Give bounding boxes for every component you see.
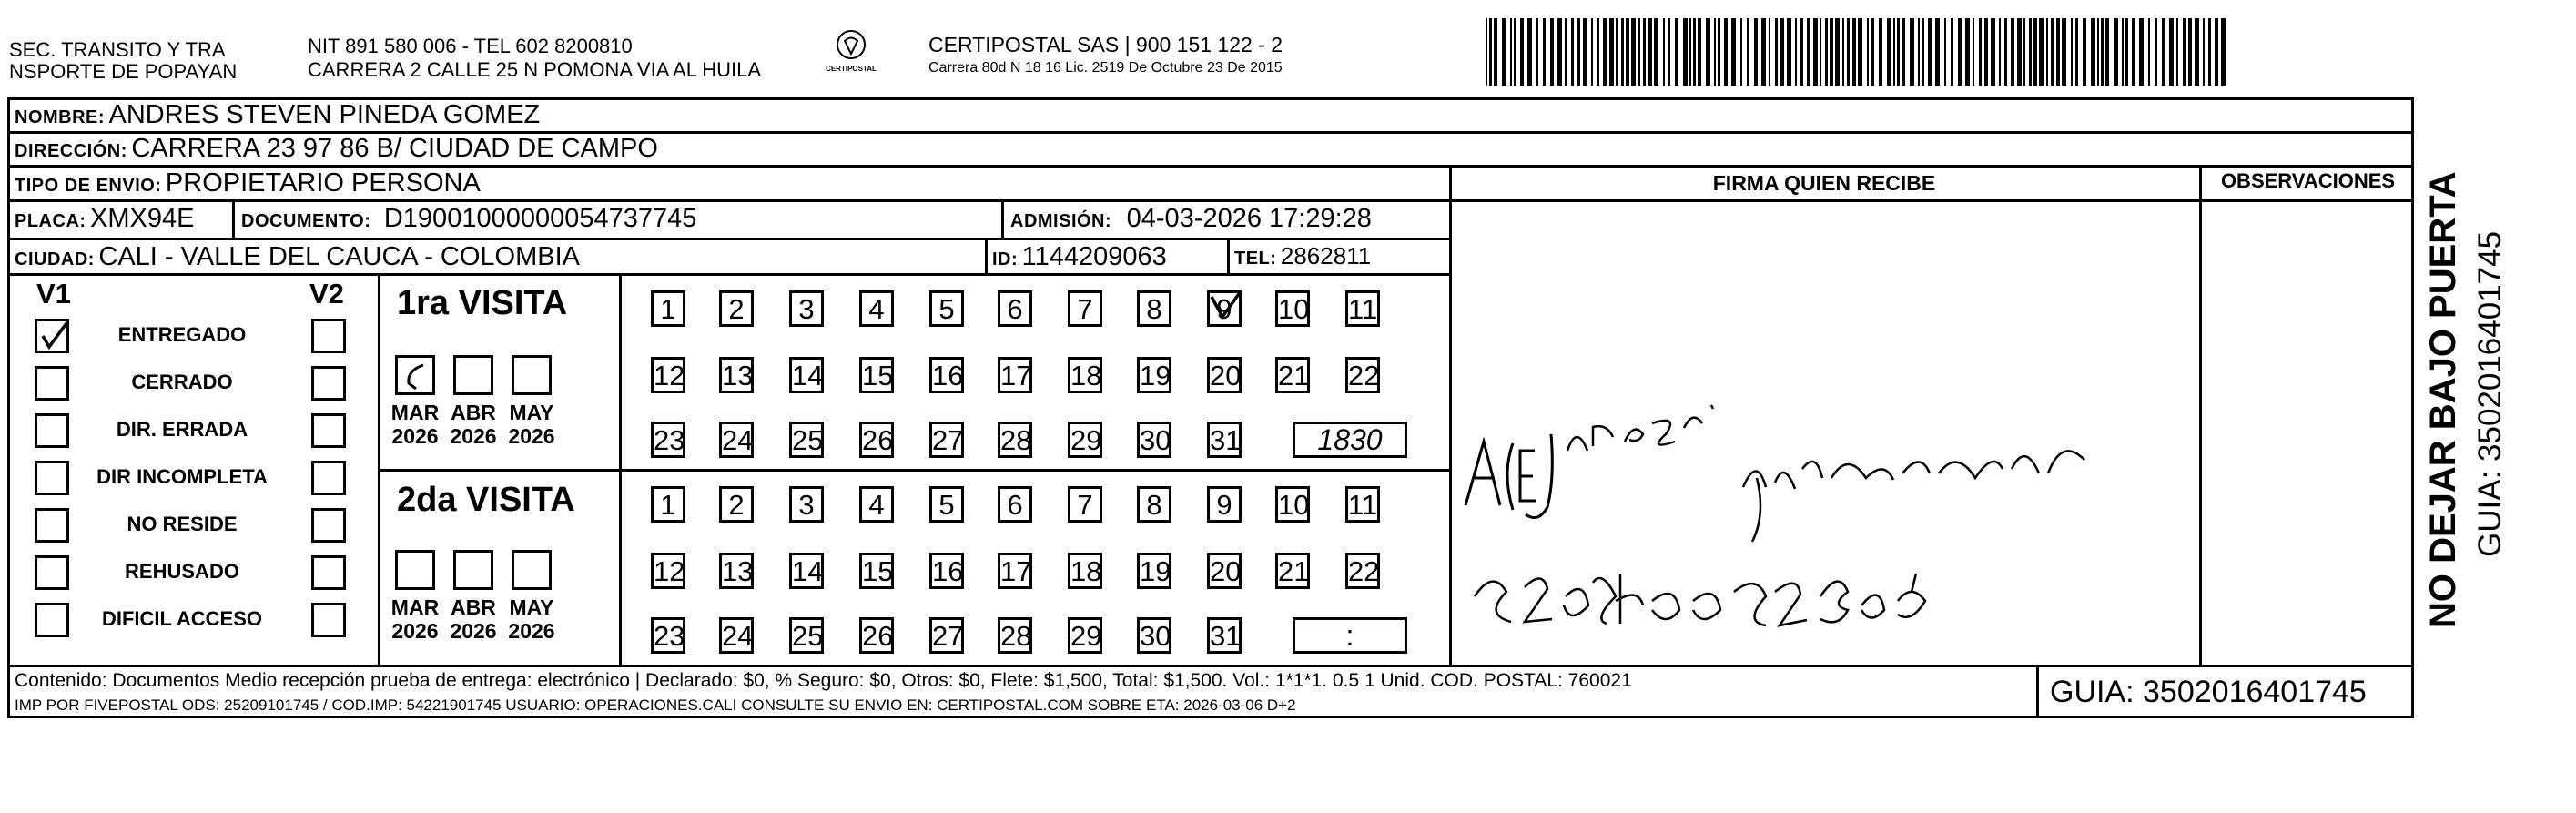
handwritten-signature	[1456, 387, 2203, 651]
barcode-bar	[1565, 18, 1567, 86]
barcode-bar	[1550, 18, 1554, 86]
name-row	[15, 100, 540, 130]
side-warning: NO DEJAR BAJO PUERTA	[2423, 171, 2463, 628]
day-box[interactable]: 29	[1068, 617, 1102, 654]
barcode-bar	[1510, 18, 1512, 86]
barcode-bar	[2122, 18, 2124, 86]
barcode-bar	[1787, 18, 1791, 86]
year-label: 2026	[391, 619, 439, 643]
barcode-bar	[1731, 18, 1736, 86]
barcode-bar	[1999, 18, 2001, 86]
status-v2-checkbox[interactable]	[311, 413, 346, 448]
month-label: MAR	[390, 401, 440, 424]
barcode-bar	[1698, 18, 1701, 86]
barcode-bar	[2203, 18, 2205, 86]
status-label: CERRADO	[131, 371, 233, 393]
barcode	[1486, 18, 2230, 86]
day-box[interactable]: 22	[1345, 553, 1380, 589]
barcode-bar	[1571, 18, 1574, 86]
barcode-bar	[2075, 18, 2078, 86]
barcode-bar	[1638, 18, 1640, 86]
status-v2-checkbox[interactable]	[311, 603, 346, 637]
barcode-bar	[2162, 18, 2165, 86]
document-value: D19001000000054737745	[383, 204, 697, 233]
barcode-bar	[1835, 18, 1840, 86]
logo-text: CERTIPOSTAL	[826, 65, 877, 73]
certipostal-logo	[815, 29, 887, 80]
status-label: REHUSADO	[125, 560, 239, 583]
day-box[interactable]: 1	[651, 290, 685, 327]
side-guide: GUIA: 3502016401745	[2472, 230, 2508, 557]
plate-value: XMX94E	[90, 204, 195, 233]
barcode-bar	[2029, 18, 2032, 86]
day-box[interactable]: 28	[998, 422, 1032, 458]
barcode-bar	[2033, 18, 2037, 86]
barcode-bar	[1689, 18, 1691, 86]
barcode-bar	[2155, 18, 2157, 86]
day-box[interactable]: 20	[1207, 357, 1242, 393]
barcode-bar	[2125, 18, 2128, 86]
day-box[interactable]: 9	[1207, 486, 1242, 523]
company-sub: Carrera 80d N 18 16 Lic. 2519 De Octubre 23 De 2015	[928, 60, 1283, 76]
barcode-bar	[1597, 18, 1599, 86]
day-box[interactable]: 13	[719, 357, 754, 393]
barcode-bar	[1643, 18, 1646, 86]
day-box[interactable]: 3	[789, 290, 824, 327]
month-checkbox[interactable]	[512, 550, 552, 590]
barcode-bar	[2046, 18, 2048, 86]
barcode-bar	[1775, 18, 1778, 86]
barcode-bar	[1631, 18, 1636, 86]
footer-guide: GUIA: 3502016401745	[2050, 675, 2367, 709]
status-label: NO RESIDE	[127, 513, 238, 535]
barcode-bar	[2004, 18, 2007, 86]
admission-value: 04-03-2026 17:29:28	[1126, 204, 1372, 233]
barcode-bar	[1648, 18, 1652, 86]
barcode-bar	[2091, 18, 2095, 86]
barcode-bar	[1718, 18, 1720, 86]
day-box[interactable]: 23	[651, 422, 685, 458]
nit-line: NIT 891 580 006 - TEL 602 8200810	[308, 35, 633, 57]
day-box[interactable]: 28	[998, 617, 1032, 654]
barcode-bar	[2148, 18, 2150, 86]
tel-cell	[1234, 242, 1371, 270]
barcode-bar	[1910, 18, 1914, 86]
id-value: 1144209063	[1021, 242, 1167, 271]
barcode-bar	[1520, 18, 1524, 86]
barcode-bar	[1928, 18, 1932, 86]
month-checkbox[interactable]	[395, 355, 435, 395]
second-visit-title: 2da VISITA	[397, 481, 575, 519]
barcode-bar	[2023, 18, 2025, 86]
barcode-bar	[1747, 18, 1749, 86]
day-box[interactable]: 6	[998, 486, 1032, 523]
day-box[interactable]: 8	[1137, 290, 1171, 327]
day-box[interactable]: 6	[998, 290, 1032, 327]
barcode-bar	[1663, 18, 1665, 86]
year-label: 2026	[391, 424, 439, 448]
plate-label: PLACA:	[15, 211, 86, 231]
barcode-bar	[2071, 18, 2073, 86]
barcode-bar	[1795, 18, 1797, 86]
month-checkbox[interactable]	[453, 355, 493, 395]
status-v2-checkbox[interactable]	[311, 461, 346, 495]
barcode-bar	[2176, 18, 2178, 86]
barcode-bar	[1867, 18, 1869, 86]
day-box[interactable]: 19	[1137, 357, 1171, 393]
city-label: CIUDAD:	[15, 249, 95, 269]
check-icon	[1208, 290, 1244, 326]
barcode-bar	[1557, 18, 1562, 86]
year-label: 2026	[450, 424, 497, 448]
barcode-bar	[2011, 18, 2014, 86]
barcode-bar	[1769, 18, 1770, 86]
admission-label: ADMISIÓN:	[1010, 211, 1112, 231]
barcode-bar	[2221, 18, 2226, 86]
day-box[interactable]: 25	[789, 617, 824, 654]
day-box[interactable]: 14	[789, 357, 824, 393]
month-label: MAR	[390, 595, 440, 619]
day-box[interactable]: 19	[1137, 553, 1171, 589]
day-box[interactable]: 4	[859, 290, 894, 327]
day-box[interactable]: 5	[929, 290, 964, 327]
barcode-bar	[1536, 18, 1538, 86]
day-box[interactable]: 10	[1275, 486, 1310, 523]
first-visit-title: 1ra VISITA	[397, 284, 568, 322]
year-label: 2026	[508, 424, 555, 448]
time-box[interactable]: 1830	[1293, 422, 1407, 458]
issuer-line1: SEC. TRANSITO Y TRA	[9, 38, 226, 61]
barcode-bar	[1813, 18, 1818, 86]
barcode-bar	[1820, 18, 1821, 86]
barcode-bar	[1858, 18, 1862, 86]
barcode-bar	[1527, 18, 1532, 86]
name-value: ANDRES STEVEN PINEDA GOMEZ	[108, 100, 541, 129]
barcode-bar	[1935, 18, 1940, 86]
barcode-bar	[1683, 18, 1688, 86]
day-box[interactable]: 18	[1068, 553, 1102, 589]
month-label: ABR	[451, 401, 496, 424]
day-box[interactable]: 23	[651, 617, 685, 654]
month-checkbox[interactable]	[453, 550, 493, 590]
document-cell	[241, 204, 696, 234]
issuer-line2: NSPORTE DE POPAYAN	[9, 60, 238, 83]
status-label: DIFICIL ACCESO	[101, 607, 262, 630]
barcode-bar	[1897, 18, 1900, 86]
barcode-bar	[1973, 18, 1974, 86]
barcode-bar	[1847, 18, 1850, 86]
barcode-bar	[1740, 18, 1742, 86]
day-box[interactable]: 26	[859, 422, 894, 458]
barcode-bar	[1577, 18, 1580, 86]
barcode-bar	[2017, 18, 2022, 86]
status-label: DIR INCOMPLETA	[96, 465, 268, 488]
day-box[interactable]: 22	[1345, 357, 1380, 393]
day-box[interactable]: 29	[1068, 422, 1102, 458]
barcode-bar	[1668, 18, 1670, 86]
day-box[interactable]: 26	[859, 617, 894, 654]
barcode-bar	[1984, 18, 1988, 86]
barcode-bar	[1714, 18, 1716, 86]
barcode-bar	[2051, 18, 2054, 86]
barcode-bar	[1675, 18, 1678, 86]
address-value: CARRERA 23 97 86 B/ CIUDAD DE CAMPO	[131, 134, 658, 163]
barcode-bar	[1621, 18, 1624, 86]
barcode-bar	[2101, 18, 2104, 86]
day-box[interactable]: 5	[929, 486, 964, 523]
day-box[interactable]: 8	[1137, 486, 1171, 523]
barcode-bar	[1706, 18, 1710, 86]
type-value: PROPIETARIO PERSONA	[165, 168, 481, 198]
observations-title: OBSERVACIONES	[2220, 169, 2396, 192]
barcode-bar	[1603, 18, 1607, 86]
day-box[interactable]: 24	[719, 617, 754, 654]
month-checkbox[interactable]	[512, 355, 552, 395]
day-box[interactable]: 30	[1137, 422, 1171, 458]
barcode-bar	[1958, 18, 1962, 86]
barcode-bar	[2056, 18, 2060, 86]
barcode-bar	[2062, 18, 2066, 86]
barcode-bar	[1893, 18, 1895, 86]
barcode-bar	[2183, 18, 2186, 86]
barcode-bar	[1626, 18, 1629, 86]
barcode-bar	[1514, 18, 1516, 86]
barcode-bar	[1609, 18, 1614, 86]
barcode-bar	[2195, 18, 2199, 86]
barcode-bar	[1761, 18, 1766, 86]
day-box[interactable]: 17	[998, 553, 1032, 589]
day-box[interactable]: 11	[1345, 290, 1380, 327]
barcode-bar	[2132, 18, 2135, 86]
day-box[interactable]: 1	[651, 486, 685, 523]
barcode-bar	[2083, 18, 2086, 86]
company-line: CERTIPOSTAL SAS | 900 151 122 - 2	[928, 33, 1283, 56]
city-value: CALI - VALLE DEL CAUCA - COLOMBIA	[98, 242, 580, 271]
day-box[interactable]: 15	[859, 357, 894, 393]
barcode-bar	[2039, 18, 2044, 86]
barcode-bar	[1780, 18, 1784, 86]
barcode-bar	[1825, 18, 1828, 86]
barcode-bar	[1754, 18, 1758, 86]
tel-value: 2862811	[1280, 242, 1372, 269]
day-box[interactable]: 30	[1137, 617, 1171, 654]
v1-label: V1	[36, 278, 71, 310]
day-box[interactable]: 17	[998, 357, 1032, 393]
barcode-bar	[1616, 18, 1618, 86]
barcode-bar	[1486, 18, 1487, 86]
id-label: ID:	[992, 249, 1019, 269]
status-v2-checkbox[interactable]	[311, 366, 346, 401]
document-label: DOCUMENTO:	[241, 211, 371, 231]
time-box[interactable]: :	[1293, 617, 1407, 654]
barcode-bar	[1887, 18, 1891, 86]
day-box[interactable]: 16	[929, 357, 964, 393]
day-box[interactable]: 12	[651, 553, 685, 589]
barcode-bar	[1871, 18, 1874, 86]
day-box[interactable]: 15	[859, 553, 894, 589]
day-box[interactable]: 25	[789, 422, 824, 458]
barcode-bar	[1724, 18, 1728, 86]
plate-cell	[15, 204, 194, 234]
tel-label: TEL:	[1234, 249, 1277, 269]
barcode-bar	[1494, 18, 1497, 86]
barcode-bar	[1591, 18, 1593, 86]
v2-label: V2	[309, 278, 344, 310]
barcode-bar	[1852, 18, 1856, 86]
type-label: TIPO DE ENVIO:	[15, 176, 162, 196]
barcode-bar	[1800, 18, 1803, 86]
day-box[interactable]: 9	[1207, 290, 1242, 327]
barcode-bar	[1489, 18, 1492, 86]
barcode-bar	[1879, 18, 1882, 86]
day-box[interactable]: 11	[1345, 486, 1380, 523]
barcode-bar	[2097, 18, 2099, 86]
barcode-bar	[2208, 18, 2211, 86]
barcode-bar	[1583, 18, 1587, 86]
day-box[interactable]: 7	[1068, 486, 1102, 523]
certipostal-logo-icon	[833, 29, 869, 60]
day-box[interactable]: 12	[651, 357, 685, 393]
admission-cell	[1010, 204, 1372, 234]
city-cell	[15, 242, 580, 272]
barcode-bar	[2114, 18, 2118, 86]
day-box[interactable]: 21	[1275, 553, 1310, 589]
footer-line1: Contenido: Documentos Medio recepción prueba de entrega: electrónico | Declarado: $0, % Seguro: $0, Otros: $0, Flete: $1,500, Total: $1,500. Vol.: 1*1*1. 0.5 1 Unid. COD. POSTAL: 760021	[15, 670, 1632, 691]
barcode-bar	[2215, 18, 2218, 86]
status-label: ENTREGADO	[117, 323, 247, 346]
barcode-bar	[2188, 18, 2192, 86]
day-box[interactable]: 20	[1207, 553, 1242, 589]
barcode-bar	[1654, 18, 1658, 86]
barcode-bar	[1951, 18, 1953, 86]
day-box[interactable]: 4	[859, 486, 894, 523]
id-cell	[992, 242, 1167, 272]
status-v2-checkbox[interactable]	[311, 319, 346, 353]
barcode-bar	[1543, 18, 1546, 86]
day-box[interactable]: 7	[1068, 290, 1102, 327]
barcode-bar	[2139, 18, 2144, 86]
day-box[interactable]: 14	[789, 553, 824, 589]
address-line: CARRERA 2 CALLE 25 N POMONA VIA AL HUILA	[308, 58, 762, 81]
barcode-bar	[1979, 18, 1982, 86]
barcode-bar	[1693, 18, 1696, 86]
day-box[interactable]: 21	[1275, 357, 1310, 393]
status-label: DIR. ERRADA	[116, 418, 248, 441]
day-box[interactable]: 3	[789, 486, 824, 523]
year-label: 2026	[450, 619, 497, 643]
month-label: MAY	[509, 595, 554, 619]
day-box[interactable]: 31	[1207, 617, 1242, 654]
address-label: DIRECCIÓN:	[15, 141, 127, 161]
status-v2-checkbox[interactable]	[311, 508, 346, 543]
month-label: ABR	[451, 595, 496, 619]
barcode-bar	[1902, 18, 1905, 86]
day-box[interactable]: 2	[719, 486, 754, 523]
status-v2-checkbox[interactable]	[311, 555, 346, 590]
barcode-bar	[1830, 18, 1833, 86]
day-box[interactable]: 27	[929, 617, 964, 654]
day-box[interactable]: 18	[1068, 357, 1102, 393]
barcode-bar	[1944, 18, 1946, 86]
month-checkbox[interactable]	[395, 550, 435, 590]
check-icon	[398, 358, 434, 394]
name-label: NOMBRE:	[15, 107, 106, 127]
type-row	[15, 168, 481, 198]
day-box[interactable]: 10	[1275, 290, 1310, 327]
barcode-bar	[1807, 18, 1810, 86]
barcode-bar	[1502, 18, 1506, 86]
day-box[interactable]: 24	[719, 422, 754, 458]
footer-line2: IMP POR FIVEPOSTAL ODS: 25209101745 / COD.IMP: 54221901745 USUARIO: OPERACIONES.CALI CONSULTE SU ENVIO EN: CERTIPOSTAL.COM SOBRE ETA: 2026-03-06 D+2	[15, 696, 1296, 714]
signature-title: FIRMA QUIEN RECIBE	[1712, 171, 1936, 195]
barcode-bar	[1922, 18, 1924, 86]
barcode-bar	[1842, 18, 1844, 86]
day-box[interactable]: 2	[719, 290, 754, 327]
barcode-bar	[2169, 18, 2174, 86]
barcode-bar	[1991, 18, 1995, 86]
day-box[interactable]: 27	[929, 422, 964, 458]
year-label: 2026	[508, 619, 555, 643]
address-row	[15, 134, 658, 164]
month-label: MAY	[509, 401, 554, 424]
barcode-bar	[2105, 18, 2109, 86]
barcode-bar	[1918, 18, 1920, 86]
day-box[interactable]: 31	[1207, 422, 1242, 458]
day-box[interactable]: 13	[719, 553, 754, 589]
barcode-bar	[1965, 18, 1970, 86]
day-box[interactable]: 16	[929, 553, 964, 589]
